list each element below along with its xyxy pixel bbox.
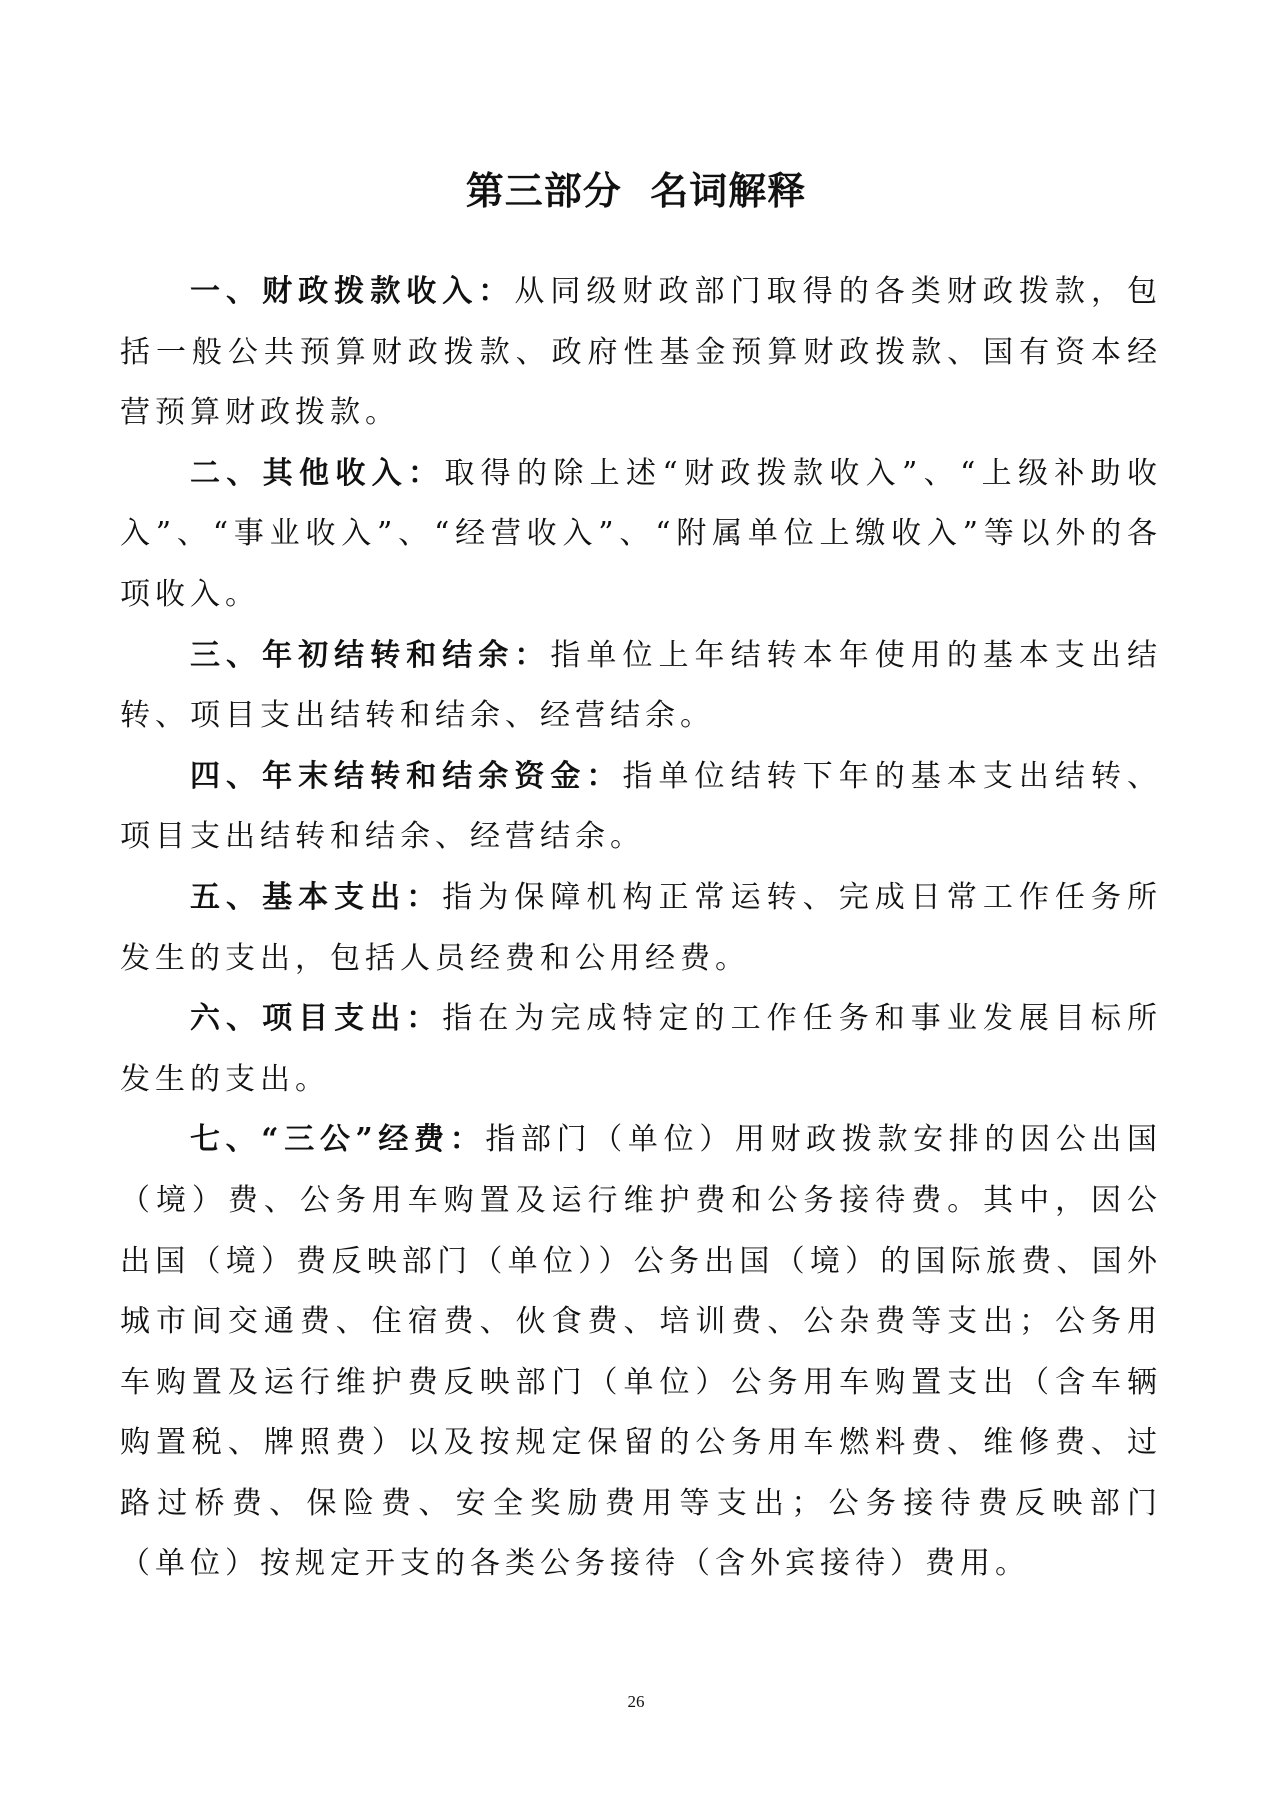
definition-term: 三、年初结转和结余：: [190, 637, 551, 673]
definition-item: [120, 262, 1162, 444]
definition-term: 一、财政拨款收入：: [190, 274, 515, 309]
definition-term: 五、基本支出：: [190, 879, 443, 915]
definition-item: [120, 747, 1162, 868]
definition-item: [120, 1110, 1162, 1595]
definition-text: 从同级财政部门取得的各类财政拨款，包括一般公共预算财政拨款、政府性基金预算财政拨款、国有资本经营预算财政拨款。: [120, 274, 1163, 431]
definition-text: 指在为完成特定的工作任务和事业发展目标所发生的支出。: [120, 1001, 1163, 1097]
definition-item: [120, 868, 1162, 989]
definition-term: 七、“三公”经费：: [190, 1122, 486, 1158]
definition-term: 二、其他收入：: [190, 455, 445, 491]
definition-text: 指为保障机构正常运转、完成日常工作任务所发生的支出，包括人员经费和公用经费。: [120, 879, 1163, 976]
definition-text: 取得的除上述“财政拨款收入”、“上级补助收入”、“事业收入”、“经营收入”、“附属单位上缴收入”等以外的各项收入。: [120, 455, 1163, 612]
page-number: 26: [627, 1692, 645, 1711]
page-title: 第三部分 名词解释: [465, 168, 807, 213]
definition-text: 指单位结转下年的基本支出结转、项目支出结转和结余、经营结余。: [120, 758, 1163, 855]
definition-item: [120, 444, 1162, 626]
definition-item: [120, 989, 1162, 1110]
definitions-body: [120, 262, 1162, 1595]
definition-text: 指部门（单位）用财政拨款安排的因公出国（境）费、公务用车购置及运行维护费和公务接待费。其中，因公出国（境）费反映部门（单位））公务出国（境）的国际旅费、国外城市间交通费、住宿费、伙食费、培训费、公杂费等支出；公务用车购置及运行维护费反映部门（单位）公务用车购置支出（含车辆购置税、牌照费）以及按规定保留的公务用车燃料费、维修费、过路过桥费、保险费、安全奖励费用等支出；公务接待费反映部门（单位）按规定开支的各类公务接待（含外宾接待）费用。: [120, 1122, 1162, 1582]
definition-item: [120, 626, 1162, 747]
definition-text: 指单位上年结转本年使用的基本支出结转、项目支出结转和结余、经营结余。: [120, 637, 1163, 734]
definition-term: 四、年末结转和结余资金：: [190, 758, 623, 794]
definition-term: 六、项目支出：: [190, 1001, 443, 1037]
